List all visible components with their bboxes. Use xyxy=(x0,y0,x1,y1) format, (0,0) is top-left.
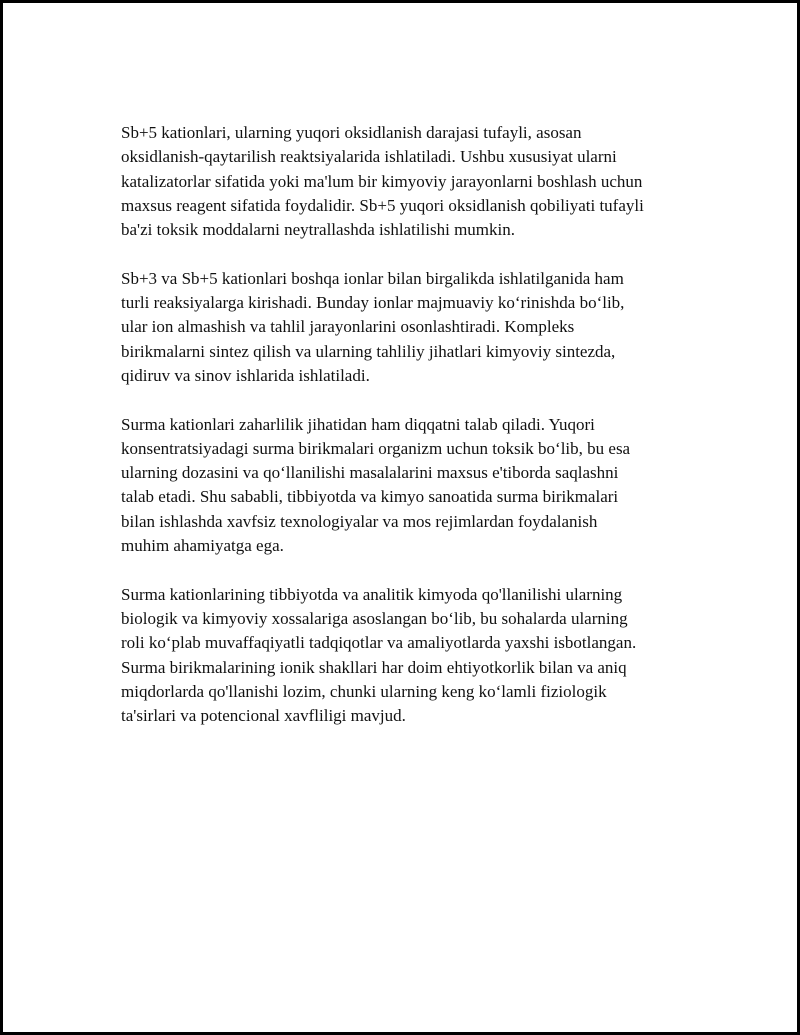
text-line: Sb+3 va Sb+5 kationlari boshqa ionlar bilan birgalikda ishlatilganida ham xyxy=(121,268,624,288)
text-line: Sb+5 kationlari, ularning yuqori oksidlanish darajasi tufayli, asosan xyxy=(121,123,582,142)
text-line: ta'sirlari va potencional xavfliligi mavjud. xyxy=(121,706,406,726)
text-line: ba'zi toksik moddalarni neytrallashda ishlatilishi mumkin. xyxy=(121,220,515,240)
text-line: ular ion almashish va tahlil jarayonlarini osonlashtiradi. Kompleks xyxy=(121,317,575,337)
text-line: Surma kationlari zaharlilik jihatidan ham diqqatni talab qiladi. Yuqori xyxy=(121,414,595,434)
text-line: qidiruv va sinov ishlarida ishlatiladi. xyxy=(121,365,370,385)
text-line: birikmalarni sintez qilish va ularning tahliliy jihatlari kimyoviy sintezda, xyxy=(121,341,616,361)
text-line: biologik va kimyoviy xossalariga asoslangan bo‘lib, bu sohalarda ularning xyxy=(121,608,628,628)
text-line: roli ko‘plab muvaffaqiyatli tadqiqotlar va amaliyotlarda yaxshi isbotlangan. xyxy=(121,633,637,653)
paragraph-2 xyxy=(121,267,701,388)
text-line: katalizatorlar sifatida yoki ma'lum bir kimyoviy jarayonlarni boshlash uchun xyxy=(121,171,643,191)
paragraph-4 xyxy=(121,583,701,729)
text-line: Surma birikmalarining ionik shakllari har doim ehtiyotkorlik bilan va aniq xyxy=(121,657,627,677)
paragraph-3 xyxy=(121,413,701,559)
text-line: ularning dozasini va qo‘llanilishi masalalarini maxsus e'tiborda saqlashni xyxy=(121,463,619,483)
text-line: talab etadi. Shu sababli, tibbiyotda va kimyo sanoatida surma birikmalari xyxy=(121,487,619,507)
text-line: bilan ishlashda xavfsiz texnologiyalar va mos rejimlardan foydalanish xyxy=(121,511,598,531)
document-body xyxy=(121,121,701,753)
text-line: Surma kationlarining tibbiyotda va analitik kimyoda qo'llanilishi ularning xyxy=(121,584,623,604)
paragraph-1 xyxy=(121,121,701,242)
text-line: turli reaksiyalarga kirishadi. Bunday ionlar majmuaviy ko‘rinishda bo‘lib, xyxy=(121,293,625,313)
text-line: konsentratsiyadagi surma birikmalari organizm uchun toksik bo‘lib, bu esa xyxy=(121,438,631,458)
text-line: oksidlanish-qaytarilish reaktsiyalarida ishlatiladi. Ushbu xususiyat ularni xyxy=(121,147,617,167)
text-line: miqdorlarda qo'llanishi lozim, chunki ularning keng ko‘lamli fiziologik xyxy=(121,681,607,701)
text-line: muhim ahamiyatga ega. xyxy=(121,536,284,556)
text-line: maxsus reagent sifatida foydalidir. Sb+5 yuqori oksidlanish qobiliyati tufayli xyxy=(121,195,644,215)
